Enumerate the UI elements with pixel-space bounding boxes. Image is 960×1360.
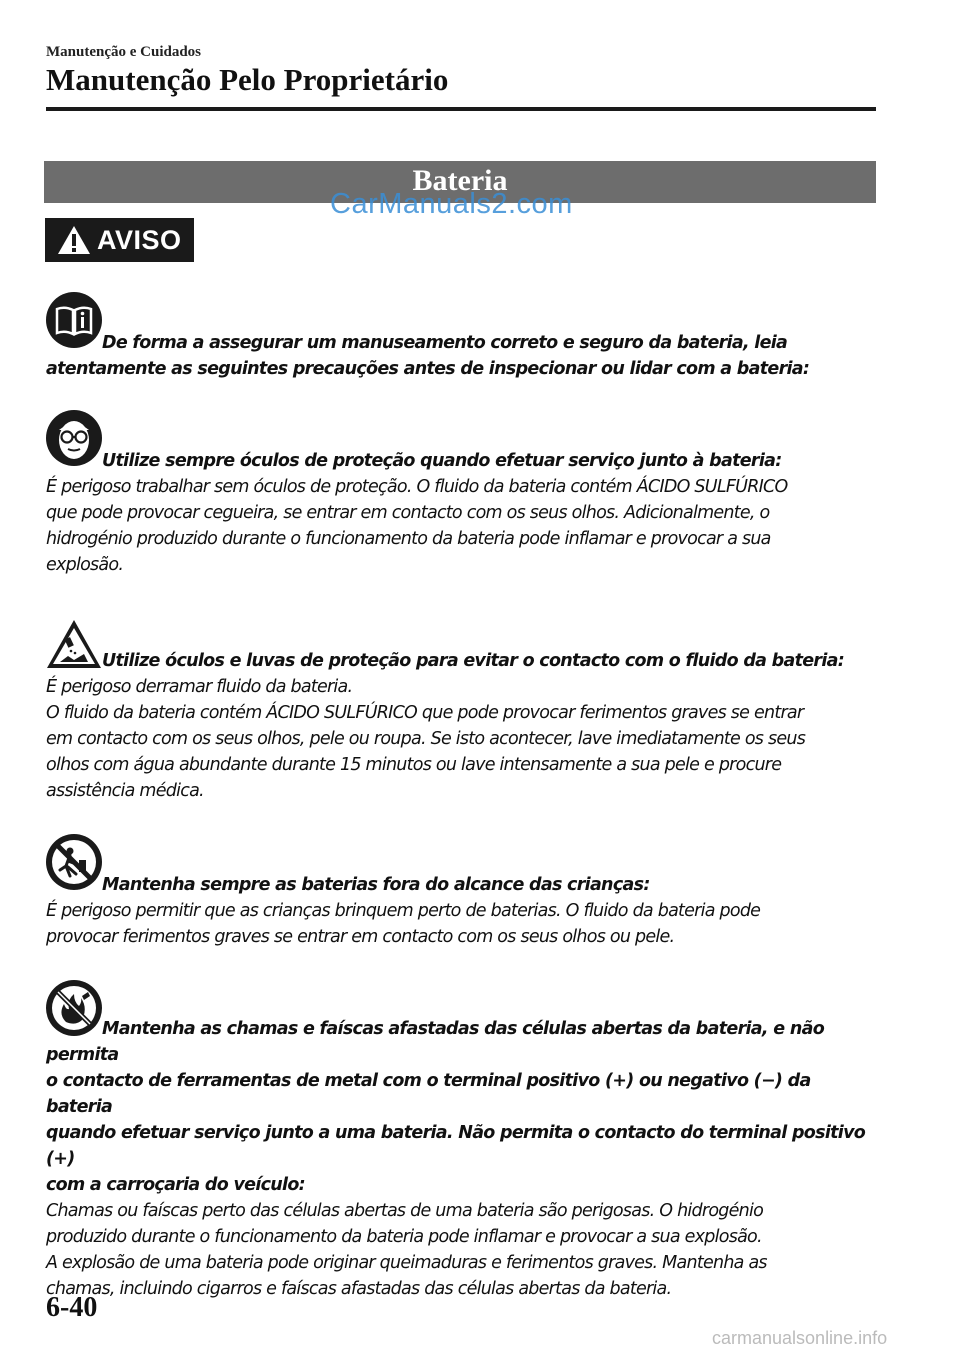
- warning-label: AVISO: [97, 224, 182, 255]
- body-line: hidrogénio produzido durante o funcionamento da bateria pode inflamar e provocar a sua: [46, 529, 771, 549]
- heading-line: De forma a assegurar um manuseamento correto e seguro da bateria, leia: [102, 333, 788, 353]
- corrosive-hazard-icon: [46, 618, 102, 674]
- heading-line: atentamente as seguintes precauções antes de inspecionar ou lidar com a bateria:: [46, 359, 810, 379]
- body-line: A explosão de uma bateria pode originar queimaduras e ferimentos graves. Mantenha as: [46, 1253, 767, 1273]
- header-rule: [46, 107, 876, 111]
- warning-item-flame: [46, 980, 876, 1302]
- heading-line: Utilize sempre óculos de proteção quando efetuar serviço junto à bateria:: [102, 451, 782, 471]
- heading-line: Mantenha as chamas e faíscas afastadas das células abertas da bateria, e não permita: [46, 1019, 825, 1065]
- warning-item-children: [46, 834, 876, 950]
- heading-line: o contacto de ferramentas de metal com o terminal positivo (+) ou negativo (−) da bateria: [46, 1071, 811, 1117]
- manual-book-icon: [46, 292, 102, 348]
- body-line: provocar ferimentos graves se entrar em contacto com os seus olhos ou pele.: [46, 927, 675, 947]
- body-line: que pode provocar cegueira, se entrar em contacto com os seus olhos. Adicionalmente, o: [46, 503, 770, 523]
- safety-goggles-icon: [46, 410, 102, 466]
- warning-item-goggles: [46, 410, 876, 578]
- watermark: CarManuals2.com: [330, 188, 573, 220]
- body-line: É perigoso permitir que as crianças brinquem perto de baterias. O fluido da bateria pode: [46, 901, 761, 921]
- no-flame-icon: [46, 980, 102, 1036]
- body-line: explosão.: [46, 555, 124, 575]
- heading-line: Utilize óculos e luvas de proteção para evitar o contacto com o fluido da bateria:: [102, 651, 845, 671]
- heading-line: com a carroçaria do veículo:: [46, 1175, 305, 1195]
- heading-line: quando efetuar serviço junto a uma bateria. Não permita o contacto do terminal positivo (+): [46, 1123, 866, 1169]
- body-line: É perigoso trabalhar sem óculos de proteção. O fluido da bateria contém ÁCIDO SULFÚRICO: [46, 477, 788, 497]
- body-line: O fluido da bateria contém ÁCIDO SULFÚRICO que pode provocar ferimentos graves se entrar: [46, 703, 804, 723]
- heading-line: Mantenha sempre as baterias fora do alcance das crianças:: [102, 875, 650, 895]
- body-line: olhos com água abundante durante 15 minutos ou lave intensamente a sua pele e procure: [46, 755, 782, 775]
- body-line: Chamas ou faíscas perto das células abertas de uma bateria são perigosas. O hidrogénio: [46, 1201, 764, 1221]
- warning-item-manual: [46, 292, 876, 382]
- page-title: Manutenção Pelo Proprietário: [46, 62, 449, 97]
- header-subtitle: Manutenção e Cuidados: [46, 44, 202, 60]
- body-line: produzido durante o funcionamento da bateria pode inflamar e provocar a sua explosão.: [46, 1227, 762, 1247]
- body-line: em contacto com os seus olhos, pele ou roupa. Se isto acontecer, lave imediatamente os seus: [46, 729, 806, 749]
- section-title: Bateria: [412, 164, 508, 197]
- footer-site: carmanualsonline.info: [712, 1328, 888, 1348]
- body-line: assistência médica.: [46, 781, 204, 801]
- page-number: 6-40: [46, 1292, 98, 1323]
- keep-away-children-icon: [46, 834, 102, 890]
- body-line: É perigoso derramar fluido da bateria.: [46, 677, 353, 697]
- body-line: chamas, incluindo cigarros e faíscas afastadas das células abertas da bateria.: [46, 1279, 672, 1299]
- warning-triangle-icon: [57, 225, 91, 255]
- warning-item-corrosive: [46, 618, 876, 804]
- warning-badge: [45, 218, 194, 262]
